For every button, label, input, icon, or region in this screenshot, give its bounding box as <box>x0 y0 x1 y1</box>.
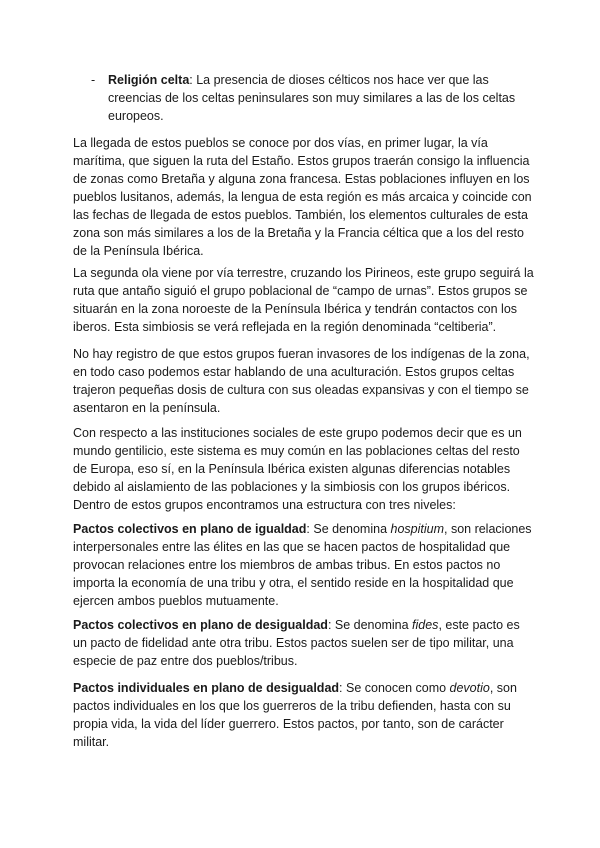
pact-title: Pactos colectivos en plano de igualdad <box>73 522 307 536</box>
pact-text: , este pacto es un pacto de fidelidad ante otra tribu. Estos pactos suelen ser de tipo militar, una especie de paz entre dos pueblos/tribus. <box>73 618 520 668</box>
pact-text: , son pactos individuales en los que los guerreros de la tribu defienden, hasta con su propia vida, la vida del líder guerrero. Estos pactos, por tanto, son de carácter militar. <box>73 681 517 749</box>
pact-term: devotio <box>449 681 490 695</box>
paragraph-via-maritima: La llegada de estos pueblos se conoce por dos vías, en primer lugar, la vía marítima, que siguen la ruta del Estaño. Estos grupos traerán consigo la influencia de zonas como Bretaña y alguna zona francesa. Estas poblaciones influyen en los pueblos lusitanos, además, la lengua de esta región es más arcaica y coincide con las fechas de llegada de estos pueblos. También, los elementos culturales de esta zona son más similares a los de la Bretaña y la Francia céltica que a los del resto de la Península Ibérica. <box>73 136 532 258</box>
pact-colectivos-desigualdad <box>73 616 535 670</box>
pact-individuales-desigualdad <box>73 679 535 751</box>
pact-title: Pactos colectivos en plano de desigualdad <box>73 618 328 632</box>
pact-term: fides <box>412 618 439 632</box>
pact-text: : Se conocen como <box>339 681 450 695</box>
pact-text: : Se denomina <box>327 618 413 632</box>
pact-term: hospitium <box>390 522 444 536</box>
bullet-body: : La presencia de dioses célticos nos hace ver que las creencias de los celtas peninsulares son muy similares a las de los celtas europeos. <box>108 73 516 123</box>
pact-text: , son relaciones interpersonales entre las élites en las que se hacen pactos de hospitalidad que provocan relaciones entre los miembros de ambas tribus. En estos pactos no importa la economía de una tribu y otra, el sentido reside en la hospitalidad que ejercen ambos pueblos mutuamente. <box>73 522 532 608</box>
pact-colectivos-igualdad <box>73 520 535 610</box>
pact-title: Pactos individuales en plano de desigualdad <box>73 681 340 695</box>
bullet-item-religion-celta <box>91 71 531 125</box>
paragraph-aculturacion: No hay registro de que estos grupos fueran invasores de los indígenas de la zona, en todo caso podemos estar hablando de una aculturación. Estos grupos celtas trajeron pequeñas dosis de cultura con sus oleadas expansivas y con el tiempo se asentaron en la península. <box>73 347 530 415</box>
paragraph-instituciones-sociales: Con respecto a las instituciones sociales de este grupo podemos decir que es un mundo gentilicio, este sistema es muy común en las poblaciones celtas del resto de Europa, eso sí, en la Península Ibérica existen algunas diferencias notables debido al aislamiento de las poblaciones y la simbiosis con los grupos ibéricos. Dentro de estos grupos encontramos una estructura con tres niveles: <box>73 426 522 512</box>
bullet-title: Religión celta <box>108 73 190 87</box>
paragraph-via-terrestre: La segunda ola viene por vía terrestre, cruzando los Pirineos, este grupo seguirá la ruta que antaño siguió el grupo poblacional de “campo de urnas”. Estos grupos se situarán en la zona noroeste de la Península Ibérica y tendrán contactos con los iberos. Esta simbiosis se verá reflejada en la región denominada “celtiberia”. <box>73 266 534 334</box>
bullet-marker: - <box>91 73 96 87</box>
pact-text: : Se denomina <box>306 522 391 536</box>
bullet-text <box>108 71 531 125</box>
